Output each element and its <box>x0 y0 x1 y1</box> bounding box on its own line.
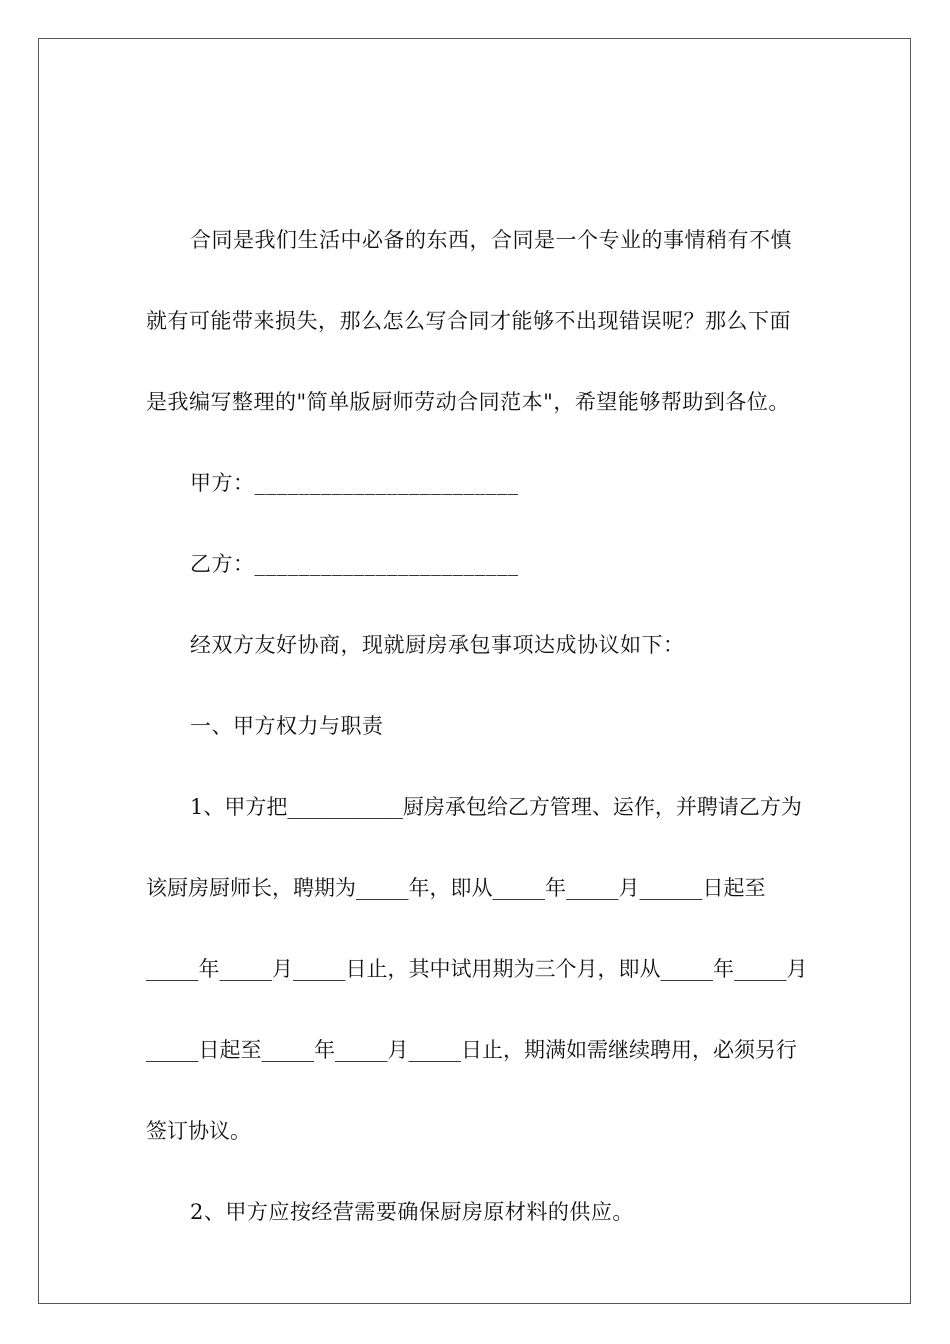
document-body <box>146 200 808 1253</box>
party-b-line: 乙方：________________________ <box>190 552 519 576</box>
clause-1: 1、甲方把___________厨房承包给乙方管理、运作，并聘请乙方为该厨房厨师长，聘期为_____年，即从_____年_____月______日起至_____年_____月_____日止，其中试用期为三个月，即从_____年_____月_____日起至_____年_____月_____日止，期满如需继续聘用，必须另行签订协议。 <box>146 795 808 1143</box>
intro-paragraph: 合同是我们生活中必备的东西，合同是一个专业的事情稍有不慎就有可能带来损失，那么怎么写合同才能够不出现错误呢？那么下面是我编写整理的"简单版厨师劳动合同范本"，希望能够帮助到各位。 <box>146 228 792 414</box>
agreement-intro: 经双方友好协商，现就厨房承包事项达成协议如下： <box>190 633 685 657</box>
clause-2: 2、甲方应按经营需要确保厨房原材料的供应。 <box>190 1200 634 1224</box>
party-a-line: 甲方：________________________ <box>190 471 519 495</box>
section-heading-1: 一、甲方权力与职责 <box>190 714 384 738</box>
